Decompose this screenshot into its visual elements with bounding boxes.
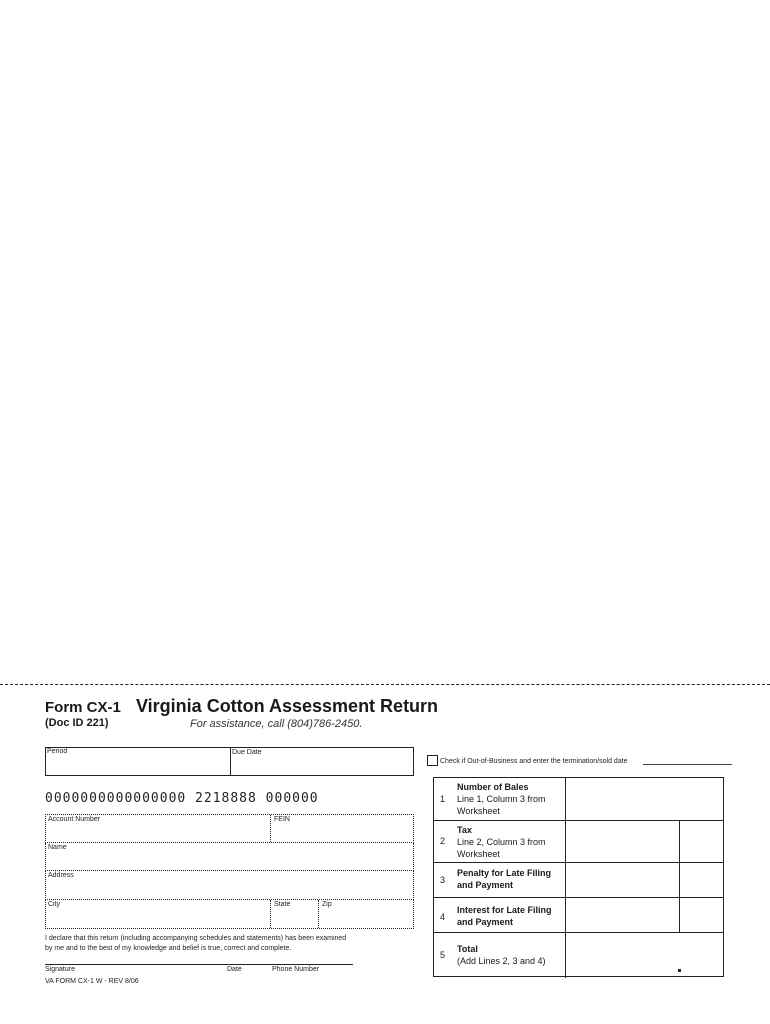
line-4-number: 4 [440, 912, 446, 922]
line-2-number: 2 [440, 836, 446, 846]
line-2-title: Tax [457, 825, 472, 835]
line-5-number: 5 [440, 950, 446, 960]
account-fein-box [45, 814, 414, 843]
tear-line [0, 684, 770, 685]
scan-line: 0000000000000000 2218888 000000 [45, 791, 319, 806]
account-number-label: Account Number [48, 816, 101, 823]
period-field[interactable] [45, 747, 231, 776]
line-1-input[interactable] [566, 778, 723, 820]
date-label: Date [227, 966, 242, 973]
line-2-desc: Line 2, Column 3 from Worksheet [457, 837, 546, 859]
account-number-field[interactable] [46, 815, 271, 842]
line-5-title: Total [457, 944, 478, 954]
line-4-row [434, 898, 723, 933]
declaration-text: I declare that this return (including accompanying schedules and statements) has been examined by me and to the best of my knowledge and belief is true, correct and complete. [45, 935, 347, 952]
termination-date-line[interactable] [643, 764, 732, 765]
line-3-input[interactable] [566, 863, 679, 897]
form-number: Form CX-1 [45, 699, 121, 716]
phone-label: Phone Number [272, 966, 320, 973]
out-of-business-label: Check if Out-of-Business and enter the termination/sold date [440, 758, 628, 765]
line-4-cents-divider [679, 898, 680, 932]
line-3-number: 3 [440, 875, 446, 885]
address-field[interactable] [45, 871, 414, 900]
line-3-cents-divider [679, 863, 680, 897]
signature-label: Signature [45, 966, 75, 973]
state-field[interactable] [271, 900, 319, 928]
address-label: Address [48, 872, 74, 879]
line-3-title: Penalty for Late Filing and Payment [457, 868, 552, 890]
form-title: Virginia Cotton Assessment Return [136, 696, 439, 716]
line-1-number: 1 [440, 794, 446, 804]
out-of-business-checkbox[interactable] [427, 755, 438, 766]
line-2-cents-divider [679, 821, 680, 862]
line-4-title: Interest for Late Filing and Payment [457, 905, 552, 927]
line-1-title: Number of Bales [457, 782, 529, 792]
period-due-box [45, 747, 414, 776]
period-label: Period [47, 748, 68, 755]
signature-line[interactable] [45, 964, 353, 965]
line-2-row [434, 821, 723, 863]
assistance-phone: For assistance, call (804)786-2450. [190, 718, 363, 730]
line-4-input[interactable] [566, 898, 679, 932]
line-2-input[interactable] [566, 821, 679, 862]
city-field[interactable] [46, 900, 271, 928]
lines-table [433, 777, 724, 977]
line-1-row [434, 778, 723, 821]
fein-label: FEIN [274, 816, 290, 823]
state-label: State [274, 901, 291, 908]
doc-id: (Doc ID 221) [45, 717, 109, 729]
line-5-input[interactable] [566, 933, 723, 976]
form-revision: VA FORM CX-1 W - REV 8/06 [45, 978, 139, 985]
zip-label: Zip [322, 901, 332, 908]
scan-marker [678, 969, 681, 972]
city-state-zip-box [45, 900, 414, 929]
line-1-desc: Line 1, Column 3 from Worksheet [457, 794, 546, 816]
name-field[interactable] [45, 843, 414, 871]
city-label: City [48, 901, 61, 908]
line-5-desc: (Add Lines 2, 3 and 4) [457, 956, 546, 966]
name-label: Name [48, 844, 67, 851]
due-date-label: Due Date [232, 749, 262, 756]
line-3-row [434, 863, 723, 898]
